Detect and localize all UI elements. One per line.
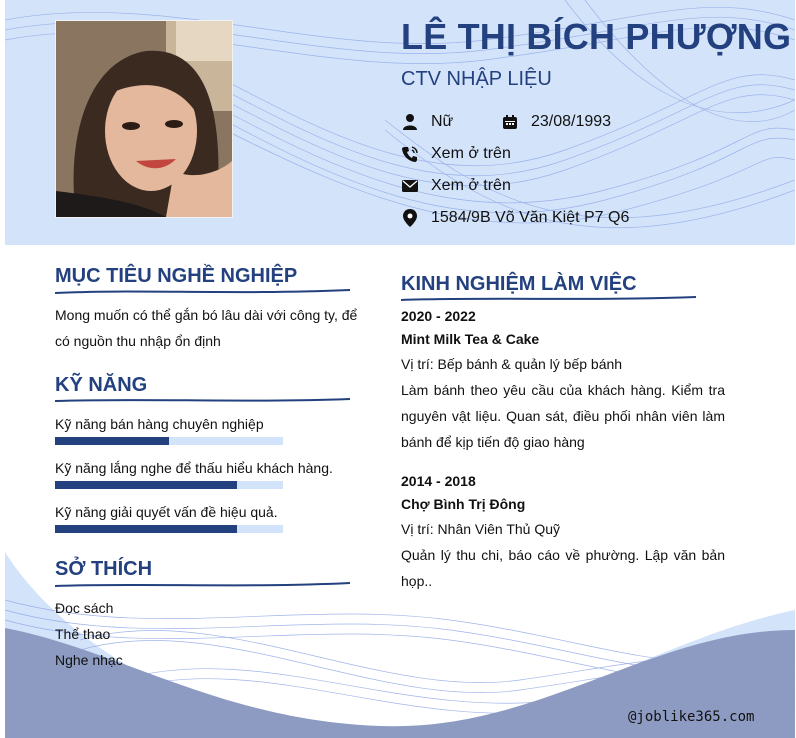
objective-underline (55, 287, 350, 297)
experience-title: KINH NGHIỆM LÀM VIỆC (401, 273, 637, 295)
hobby-item: Nghe nhạc (55, 652, 123, 668)
hobbies-title: SỞ THÍCH (55, 558, 153, 580)
birthday-value: 23/08/1993 (531, 113, 612, 130)
skill-bar-fill (55, 481, 237, 489)
experience-position: Vị trí: Nhân Viên Thủ Quỹ (401, 521, 561, 537)
skill-bar (55, 525, 283, 533)
hobby-item: Thể thao (55, 626, 111, 642)
candidate-name: LÊ THỊ BÍCH PHƯỢNG (401, 16, 792, 57)
gender-value: Nữ (431, 113, 454, 130)
address-value: 1584/9B Võ Văn Kiệt P7 Q6 (431, 209, 630, 226)
skill-bar (55, 481, 283, 489)
experience-underline (401, 294, 696, 304)
skill-label: Kỹ năng bán hàng chuyên nghiệp (55, 416, 264, 432)
experience-description: Làm bánh theo yêu cầu của khách hàng. Kiểm tra nguyên vật liệu. Quan sát, điều phối nhân viên làm bánh để kịp tiến độ giao hàng (401, 382, 725, 450)
skill-bar-fill (55, 525, 237, 533)
hobby-item: Đọc sách (55, 600, 114, 616)
skill-bar-fill (55, 437, 169, 445)
objective-line-1: Mong muốn có thể gắn bó lâu dài với công ty, để (55, 307, 358, 323)
email-value: Xem ở trên (431, 177, 511, 194)
experience-company: Chợ Bình Trị Đông (401, 496, 526, 512)
candidate-role: CTV NHẬP LIỆU (401, 68, 552, 90)
skill-label: Kỹ năng lắng nghe để thấu hiểu khách hàng. (55, 460, 333, 476)
experience-period: 2020 - 2022 (401, 308, 476, 324)
objective-title: MỤC TIÊU NGHỀ NGHIỆP (55, 265, 298, 287)
watermark-text: @joblike365.com (628, 709, 755, 725)
experience-description: Quản lý thu chi, báo cáo về phường. Lập văn bản họp.. (401, 547, 725, 589)
experience-company: Mint Milk Tea & Cake (401, 331, 540, 347)
objective-line-2: có nguồn thu nhập ổn định (55, 333, 221, 349)
hobbies-underline (55, 580, 350, 590)
skills-underline (55, 396, 350, 406)
skill-label: Kỹ năng giải quyết vấn đề hiệu quả. (55, 504, 278, 520)
skills-title: KỸ NĂNG (55, 374, 148, 396)
phone-value: Xem ở trên (431, 145, 511, 162)
skill-bar (55, 437, 283, 445)
experience-position: Vị trí: Bếp bánh & quản lý bếp bánh (401, 356, 623, 372)
experience-period: 2014 - 2018 (401, 473, 476, 489)
